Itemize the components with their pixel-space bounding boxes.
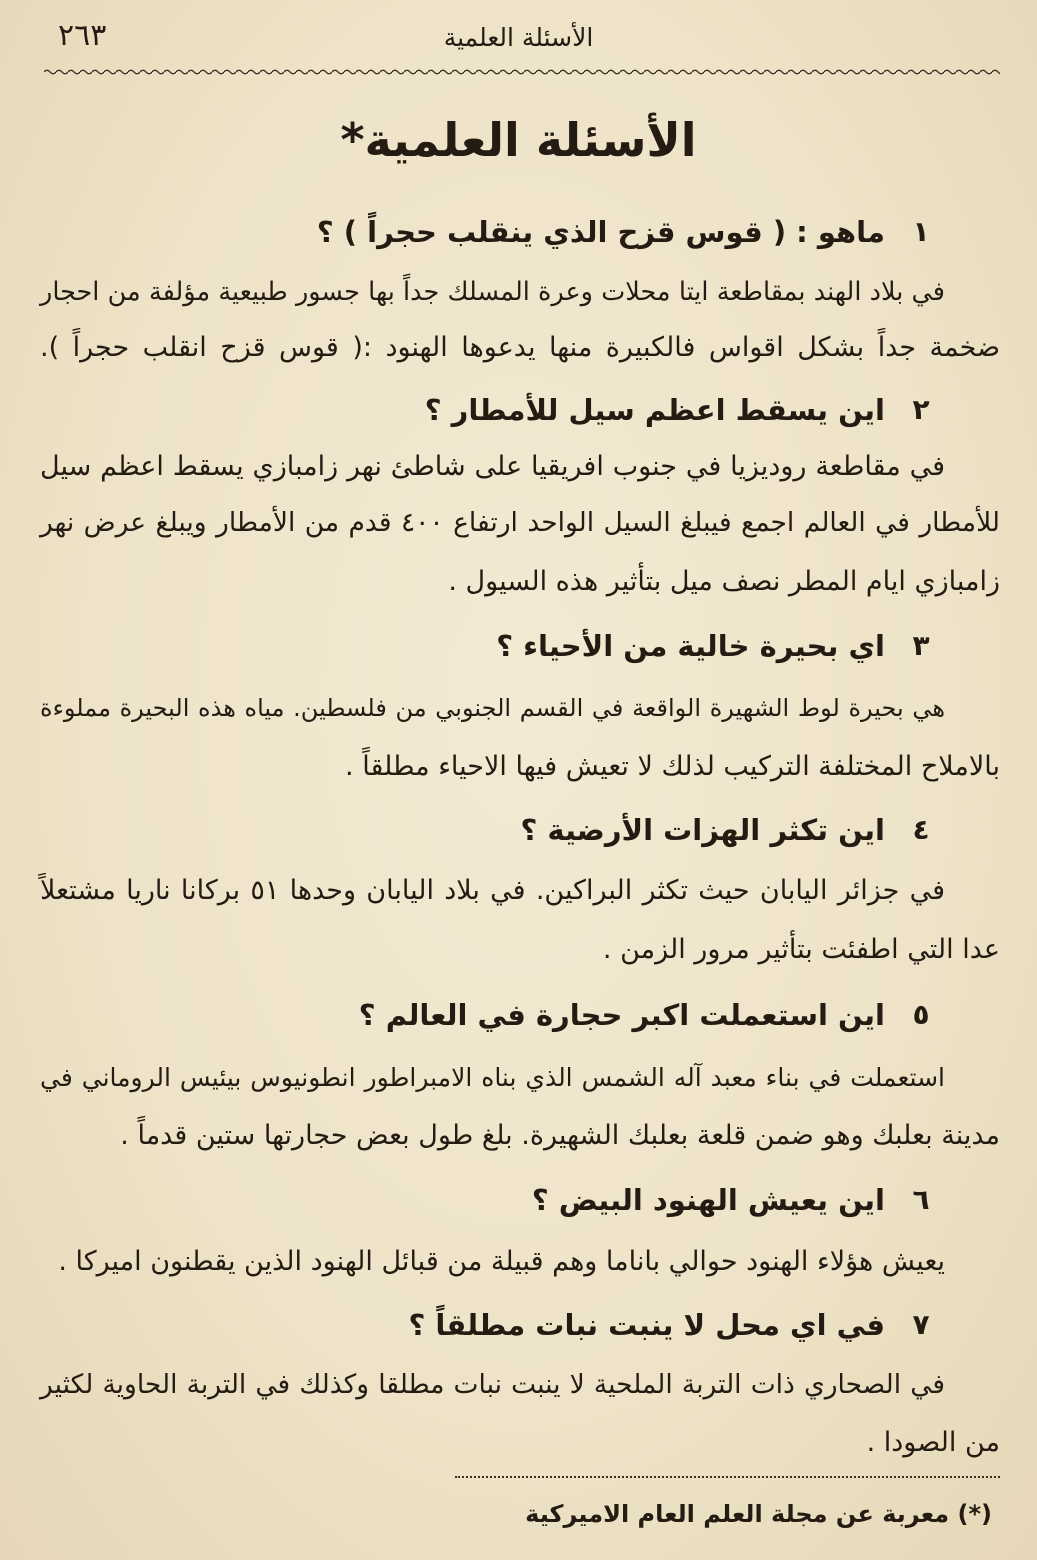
footnote-text: معربة عن مجلة العلم العام الاميركية bbox=[525, 1500, 950, 1528]
question-text: في اي محل لا ينبت نبات مطلقاً ؟ bbox=[408, 1308, 885, 1342]
answer-line: في جزائر اليابان حيث تكثر البراكين. في بلاد اليابان وحدها ٥١ بركانا ناريا مشتعلاً bbox=[40, 875, 945, 906]
footnote bbox=[450, 1488, 992, 1540]
question-heading bbox=[0, 202, 1037, 262]
question-heading bbox=[0, 380, 1037, 440]
question-heading bbox=[0, 1295, 1037, 1355]
answer-line: للأمطار في العالم اجمع فيبلغ السيل الواحد ارتفاع ٤٠٠ قدم من الأمطار ويبلغ عرض نهر bbox=[40, 507, 1001, 538]
answer-line: في الصحاري ذات التربة الملحية لا ينبت نبات مطلقا وكذلك في التربة الحاوية لكثير bbox=[40, 1369, 945, 1400]
answer-line: هي بحيرة لوط الشهيرة الواقعة في القسم الجنوبي من فلسطين. مياه هذه البحيرة مملوءة bbox=[40, 694, 945, 722]
question-text: اين تكثر الهزات الأرضية ؟ bbox=[520, 813, 885, 847]
footnote-divider bbox=[455, 1476, 1000, 1478]
answer-line: عدا التي اطفئت بتأثير مرور الزمن . bbox=[602, 934, 1000, 965]
answer-line: استعملت في بناء معبد آله الشمس الذي بناه الامبراطور انطونيوس بيئيس الروماني في bbox=[40, 1063, 945, 1092]
running-header-title: الأسئلة العلمية bbox=[443, 23, 594, 52]
article-title: الأسئلة العلمية* bbox=[340, 113, 697, 167]
question-heading bbox=[0, 985, 1037, 1045]
question-text: اي بحيرة خالية من الأحياء ؟ bbox=[496, 629, 885, 663]
question-number: ١ bbox=[912, 215, 930, 248]
question-text: ماهو : ( قوس قزح الذي ينقلب حجراً ) ؟ bbox=[316, 215, 885, 249]
answer-line: من الصودا . bbox=[866, 1427, 1000, 1458]
question-number: ٢ bbox=[912, 393, 930, 426]
answer-line: بالاملاح المختلفة التركيب لذلك لا تعيش فيها الاحياء مطلقاً . bbox=[345, 751, 1000, 782]
answer-line: ضخمة جداً بشكل اقواس فالكبيرة منها يدعوها الهنود :( قوس قزح انقلب حجراً ). bbox=[40, 332, 1000, 363]
question-heading bbox=[0, 616, 1037, 676]
answer-line: زامبازي ايام المطر نصف ميل بتأثير هذه السيول . bbox=[448, 566, 1000, 597]
page-number: ٢٦٣ bbox=[58, 18, 107, 53]
answer-line: يعيش هؤلاء الهنود حوالي باناما وهم قبيلة من قبائل الهنود الذين يقطنون اميركا . bbox=[58, 1246, 945, 1277]
header-wavy-rule bbox=[44, 66, 1000, 78]
question-text: اين استعملت اكبر حجارة في العالم ؟ bbox=[358, 998, 885, 1032]
answer-line: في مقاطعة روديزيا في جنوب افريقيا على شاطئ نهر زامبازي يسقط اعظم سيل bbox=[40, 451, 945, 482]
question-number: ٥ bbox=[912, 998, 930, 1031]
answer-line: مدينة بعلبك وهو ضمن قلعة بعلبك الشهيرة. بلغ طول بعض حجارتها ستين قدماً . bbox=[120, 1120, 1000, 1151]
question-number: ٦ bbox=[912, 1183, 930, 1216]
question-text: اين يعيش الهنود البيض ؟ bbox=[531, 1183, 885, 1217]
answer-line: في بلاد الهند بمقاطعة ايتا محلات وعرة المسلك جداً بها جسور طبيعية مؤلفة من احجار bbox=[40, 277, 945, 307]
question-heading bbox=[0, 1170, 1037, 1230]
question-number: ٧ bbox=[912, 1308, 930, 1341]
footnote-marker: (*) bbox=[957, 1500, 992, 1528]
question-text: اين يسقط اعظم سيل للأمطار ؟ bbox=[424, 393, 885, 427]
question-number: ٤ bbox=[912, 813, 930, 846]
question-heading bbox=[0, 800, 1037, 860]
question-number: ٣ bbox=[912, 629, 930, 662]
